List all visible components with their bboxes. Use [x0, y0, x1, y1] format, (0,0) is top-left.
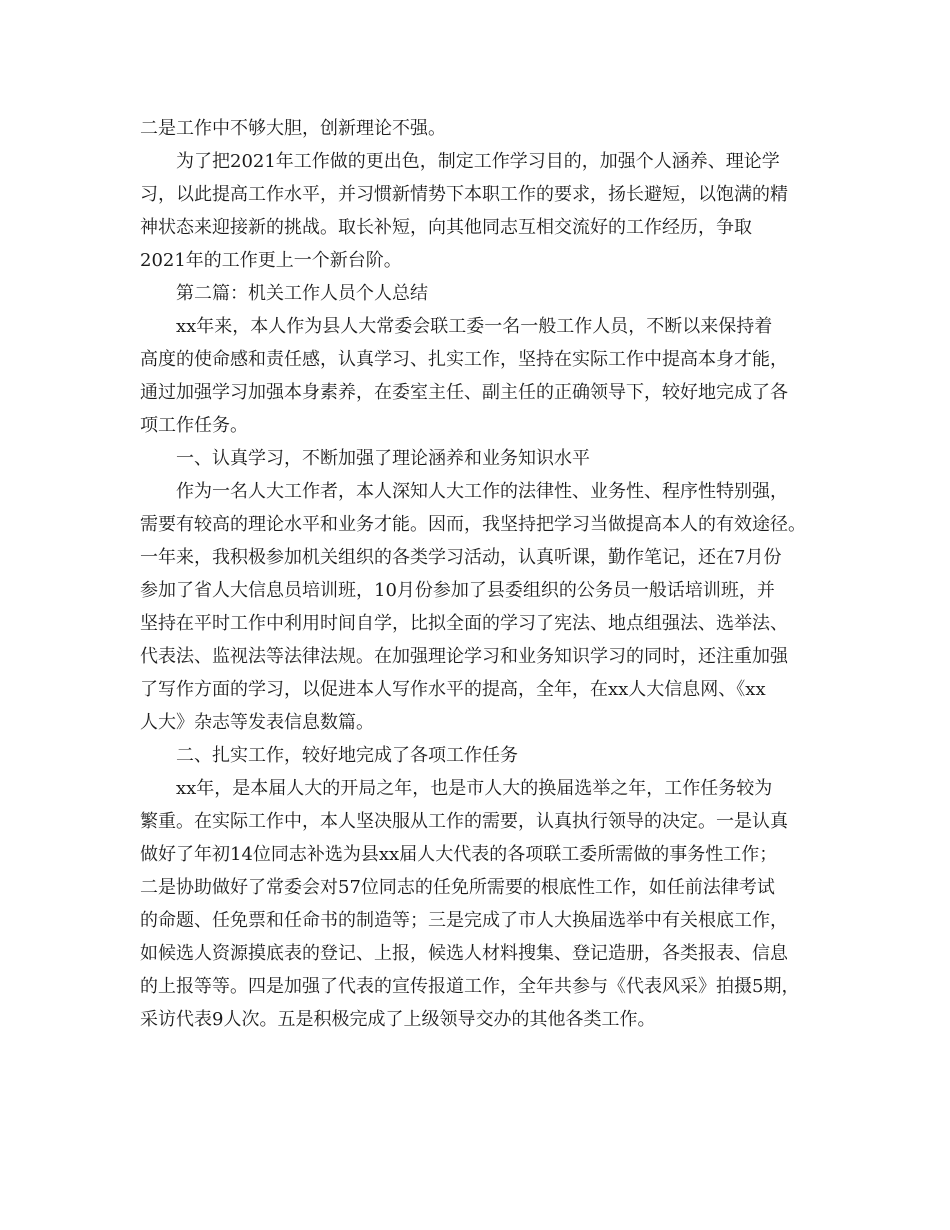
- text-line: 采访代表9人次。五是积极完成了上级领导交办的其他各类工作。: [140, 1009, 656, 1030]
- text-line: 坚持在平时工作中利用时间自学，比拟全面的学习了宪法、地点组强法、选举法、: [140, 613, 788, 634]
- text-line: 高度的使命感和责任感，认真学习、扎实工作，坚持在实际工作中提高本身才能，: [140, 349, 788, 370]
- text-line: 人大》杂志等发表信息数篇。: [140, 712, 374, 733]
- text-line: 2021年的工作更上一个新台阶。: [140, 250, 402, 271]
- text-line: 二、扎实工作，较好地完成了各项工作任务: [176, 745, 518, 766]
- text-line: 如候选人资源摸底表的登记、上报，候选人材料搜集、登记造册，各类报表、信息: [140, 943, 788, 964]
- text-line: 需要有较高的理论水平和业务才能。因而，我坚持把学习当做提高本人的有效途径。: [140, 514, 806, 535]
- text-line: xx年来，本人作为县人大常委会联工委一名一般工作人员，不断以来保持着: [176, 316, 773, 337]
- text-line: 参加了省人大信息员培训班，10月份参加了县委组织的公务员一般话培训班，并: [140, 580, 775, 601]
- text-line: 做好了年初14位同志补选为县xx届人大代表的各项联工委所需做的事务性工作；: [140, 844, 778, 865]
- text-line: 的命题、任免票和任命书的制造等；三是完成了市人大换届选举中有关根底工作，: [140, 910, 788, 931]
- text-line: 代表法、监视法等法律法规。在加强理论学习和业务知识学习的同时，还注重加强: [140, 646, 788, 667]
- text-line: 神状态来迎接新的挑战。取长补短，向其他同志互相交流好的工作经历，争取: [140, 217, 752, 238]
- document-page: [140, 112, 820, 1036]
- text-line: 繁重。在实际工作中，本人坚决服从工作的需要，认真执行领导的决定。一是认真: [140, 811, 788, 832]
- text-line: 了写作方面的学习，以促进本人写作水平的提高，全年，在xx人大信息网、《xx: [140, 679, 766, 700]
- text-line: 作为一名人大工作者，本人深知人大工作的法律性、业务性、程序性特别强，: [176, 481, 788, 502]
- text-line: 一、认真学习，不断加强了理论涵养和业务知识水平: [176, 448, 590, 469]
- text-line: xx年，是本届人大的开局之年，也是市人大的换届选举之年，工作任务较为: [176, 778, 773, 799]
- text-line: 二是协助做好了常委会对57位同志的任免所需要的根底性工作，如任前法律考试: [140, 877, 775, 898]
- text-line: 二是工作中不够大胆，创新理论不强。: [140, 118, 446, 139]
- text-line: 项工作任务。: [140, 415, 248, 436]
- text-line: 习，以此提高工作水平，并习惯新情势下本职工作的要求，扬长避短，以饱满的精: [140, 184, 788, 205]
- text-line: 一年来，我积极参加机关组织的各类学习活动，认真听课，勤作笔记，还在7月份: [140, 547, 782, 568]
- text-line: 为了把2021年工作做的更出色，制定工作学习目的，加强个人涵养、理论学: [176, 151, 780, 172]
- text-line: 通过加强学习加强本身素养，在委室主任、副主任的正确领导下，较好地完成了各: [140, 382, 788, 403]
- text-line: 的上报等等。四是加强了代表的宣传报道工作，全年共参与《代表风采》拍摄5期，: [140, 976, 800, 997]
- text-line: 第二篇：机关工作人员个人总结: [176, 283, 428, 304]
